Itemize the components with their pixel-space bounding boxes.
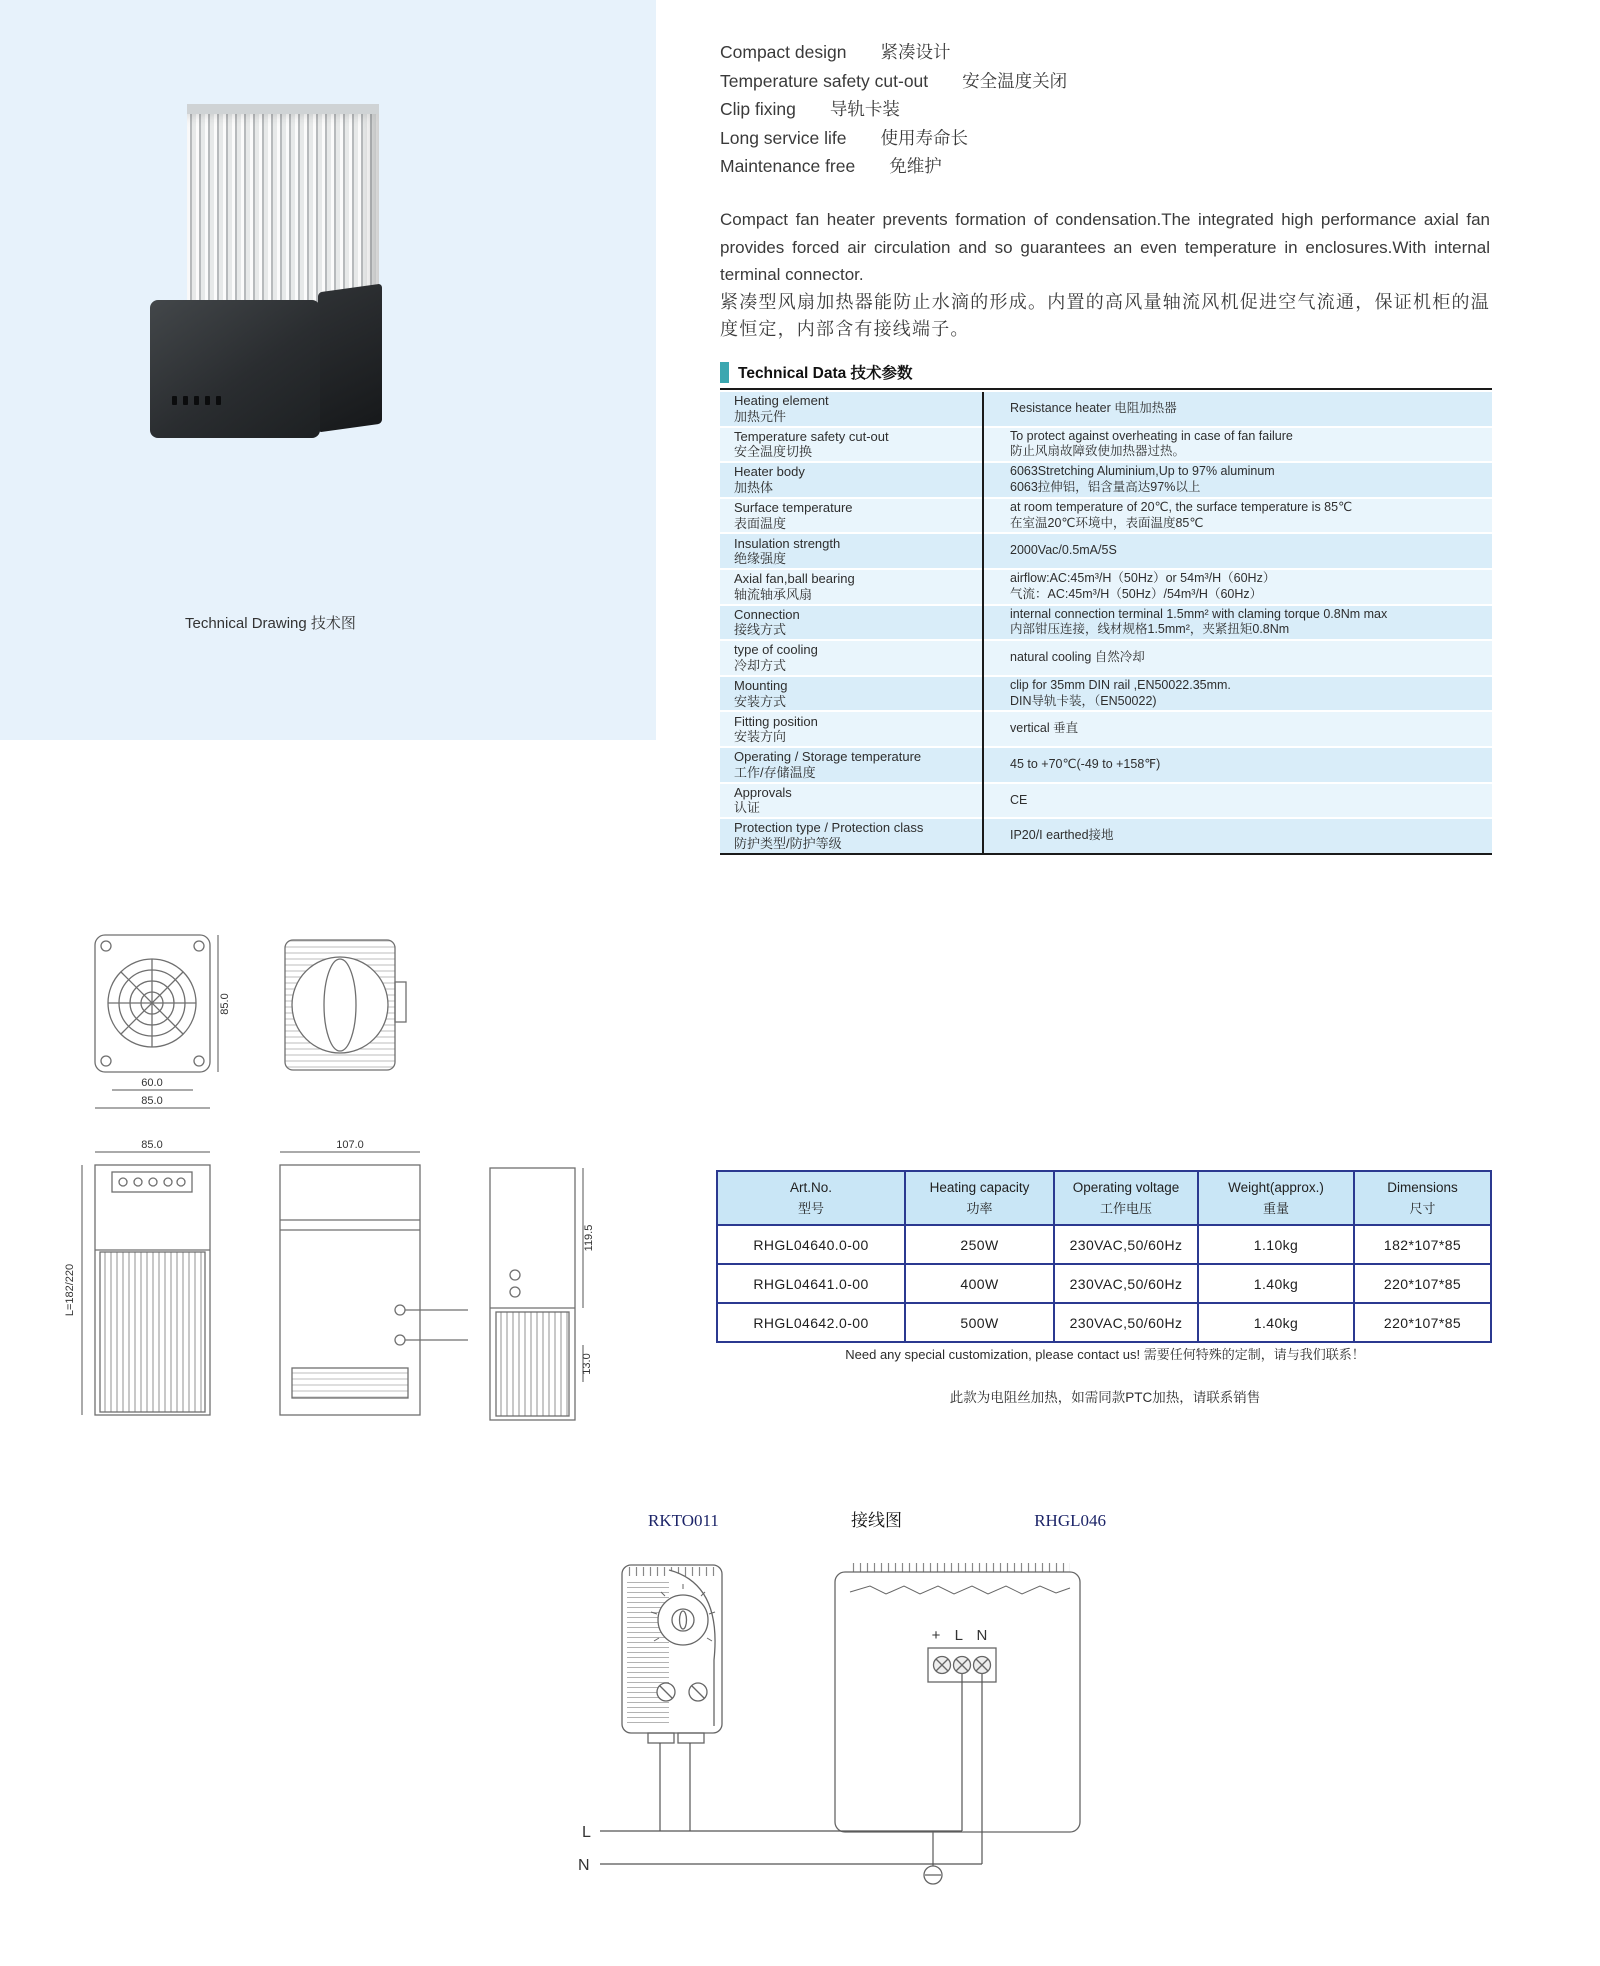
table-row [720, 428, 1492, 462]
dim-a-b1: 60.0 [141, 1077, 163, 1089]
cell-capacity: 400W [905, 1264, 1054, 1303]
cell-capacity: 500W [905, 1303, 1054, 1342]
wiring-title [648, 1506, 1106, 1531]
fan-side-drawing [285, 940, 406, 1070]
row-value: DIN导轨卡装，（EN50022) [1010, 693, 1157, 708]
thermostat-drawing [622, 1565, 722, 1743]
intro-paragraph [720, 206, 1490, 344]
heater-base-side [318, 284, 382, 433]
row-label-en: type of cooling [734, 642, 818, 658]
intro-cn: 紧凑型风扇加热器能防止水滴的形成。内置的高风量轴流风机促进空气流通，保证机柜的温度恒定，内部含有接线端子。 [720, 291, 1490, 339]
feature-cn: 导轨卡装 [829, 99, 900, 119]
feature-cn: 免维护 [889, 156, 942, 176]
row-label-en: Mounting [734, 678, 788, 694]
technical-drawing-label: Technical Drawing 技术图 [185, 615, 356, 632]
table-row [720, 784, 1492, 818]
row-label-en: Protection type / Protection class [734, 820, 924, 836]
table-row [720, 677, 1492, 711]
heater-rear-drawing [490, 1168, 575, 1420]
cell-artno: RHGL04640.0-00 [717, 1225, 905, 1264]
header-en: Art.No. [789, 1179, 832, 1195]
product-row [717, 1303, 1491, 1342]
feature-en: Compact design [720, 42, 847, 62]
heater-outline-drawing [835, 1563, 1080, 1832]
technical-drawings [60, 920, 660, 1450]
row-label-cn: 冷却方式 [734, 657, 787, 673]
row-label-en: Connection [734, 606, 800, 622]
earth-terminal-icon [924, 1832, 942, 1884]
row-label-cn: 绝缘强度 [734, 551, 787, 567]
feature-en: Clip fixing [720, 99, 796, 119]
cell-dimensions: 220*107*85 [1354, 1264, 1491, 1303]
line-n-label: N [578, 1857, 590, 1874]
table-row [720, 534, 1492, 568]
table-row [720, 712, 1492, 746]
row-label-en: Heating element [734, 393, 829, 409]
line-l-label: L [582, 1824, 591, 1841]
header-en: Dimensions [1387, 1179, 1458, 1195]
table-row [720, 463, 1492, 497]
accent-bar-icon [720, 362, 729, 383]
col-artno [717, 1171, 905, 1225]
table-column-divider [982, 392, 984, 853]
feature-item [720, 152, 1067, 181]
row-label-en: Fitting position [734, 713, 818, 729]
product-row [717, 1264, 1491, 1303]
dim-e-bottom: 13.0 [581, 1353, 593, 1375]
dim-e-side: 119.5 [583, 1224, 595, 1252]
cell-dimensions: 220*107*85 [1354, 1303, 1491, 1342]
table-row [720, 499, 1492, 533]
row-value: 防止风扇故障致使加热器过热。 [1010, 444, 1186, 459]
header-rule [720, 388, 1492, 390]
cell-voltage: 230VAC,50/60Hz [1054, 1303, 1198, 1342]
row-label-cn: 表面温度 [734, 515, 787, 531]
header-cn: 型号 [797, 1200, 824, 1216]
col-dimensions [1354, 1171, 1491, 1225]
thermostat-code: RKTO011 [648, 1511, 719, 1530]
product-row [717, 1225, 1491, 1264]
row-value: at room temperature of 20℃, the surface temperature is 85℃ [1010, 500, 1353, 515]
row-label-cn: 工作/存储温度 [734, 764, 816, 780]
feature-item [720, 38, 1067, 67]
header-cn: 重量 [1262, 1200, 1289, 1216]
row-label-cn: 加热元件 [734, 408, 787, 424]
wiring-diagram-label: 接线图 [851, 1511, 903, 1530]
feature-en: Long service life [720, 127, 847, 148]
cell-voltage: 230VAC,50/60Hz [1054, 1264, 1198, 1303]
row-value: 45 to +70℃(-49 to +158℉) [1010, 756, 1161, 771]
fan-front-drawing [95, 935, 210, 1072]
row-value: internal connection terminal 1.5mm² with claming torque 0.8Nm max [1010, 606, 1388, 621]
ptc-note: 此款为电阻丝加热，如需同款PTC加热，请联系销售 [949, 1390, 1261, 1405]
technical-data-table [720, 392, 1492, 855]
table-bottom-rule [720, 853, 1492, 855]
col-capacity [905, 1171, 1054, 1225]
feature-cn: 紧凑设计 [880, 42, 951, 62]
feature-item [720, 95, 1067, 124]
feature-cn: 使用寿命长 [880, 127, 968, 148]
dim-d-top: 107.0 [336, 1139, 364, 1151]
table-row [720, 606, 1492, 640]
header-cn: 尺寸 [1409, 1200, 1436, 1216]
feature-cn: 安全温度关闭 [962, 70, 1068, 91]
row-value: vertical 垂直 [1010, 721, 1079, 736]
dim-a-side: 85.0 [219, 993, 231, 1015]
photo-panel [0, 0, 656, 740]
intro-en: Compact fan heater prevents formation of condensation.The integrated high performance axial fan provides forced air circulation and so guarantees an even temperature in enclosures.With internal terminal connector. [720, 210, 1490, 284]
row-label-en: Temperature safety cut-out [734, 428, 889, 444]
col-weight [1198, 1171, 1354, 1225]
row-value: 6063Stretching Aluminium,Up to 97% aluminum [1010, 464, 1275, 479]
row-value: 在室温20℃环境中，表面温度85℃ [1010, 515, 1204, 530]
row-label-en: Approvals [734, 784, 792, 800]
cell-weight: 1.40kg [1198, 1303, 1354, 1342]
cell-dimensions: 182*107*85 [1354, 1225, 1491, 1264]
feature-list [720, 38, 1067, 181]
technical-data-header [720, 361, 913, 383]
header-cn: 工作电压 [1099, 1200, 1152, 1216]
row-label-cn: 安全温度切换 [734, 444, 813, 460]
table-row [720, 570, 1492, 604]
row-label-en: Insulation strength [734, 535, 841, 551]
row-value: natural cooling 自然冷却 [1010, 650, 1145, 665]
row-label-cn: 认证 [734, 800, 761, 816]
feature-item [720, 67, 1067, 96]
row-value: 2000Vac/0.5mA/5S [1010, 543, 1117, 558]
header-en: Heating capacity [929, 1179, 1030, 1195]
header-en: Operating voltage [1072, 1179, 1180, 1195]
row-value: To protect against overheating in case of fan failure [1010, 428, 1293, 443]
heater-front-drawing [95, 1165, 210, 1415]
header-en: Weight(approx.) [1228, 1179, 1324, 1195]
cell-weight: 1.40kg [1198, 1264, 1354, 1303]
row-label-cn: 接线方式 [734, 622, 787, 638]
row-value: 内部钳压连接，线材规格1.5mm²，夹紧扭矩0.8Nm [1010, 622, 1290, 637]
product-table [716, 1170, 1492, 1343]
row-label-cn: 安装方向 [734, 729, 787, 745]
row-label-cn: 轴流轴承风扇 [734, 586, 813, 602]
cell-voltage: 230VAC,50/60Hz [1054, 1225, 1198, 1264]
feature-en: Maintenance free [720, 156, 856, 176]
feature-item [720, 124, 1067, 153]
dim-c-side: L=182/220 [64, 1263, 76, 1317]
technical-data-title: Technical Data 技术参数 [738, 365, 913, 382]
row-label-cn: 安装方式 [734, 693, 787, 709]
dim-a-b2: 85.0 [141, 1095, 163, 1107]
vent-slots [172, 396, 221, 405]
cell-artno: RHGL04642.0-00 [717, 1303, 905, 1342]
heater-code: RHGL046 [1034, 1511, 1106, 1530]
row-value: clip for 35mm DIN rail ,EN50022.35mm. [1010, 678, 1231, 693]
cell-capacity: 250W [905, 1225, 1054, 1264]
terminal-labels: + L N [931, 1627, 993, 1644]
heater-base-front [150, 300, 320, 438]
col-voltage [1054, 1171, 1198, 1225]
row-label-en: Axial fan,ball bearing [734, 571, 855, 587]
cell-artno: RHGL04641.0-00 [717, 1264, 905, 1303]
row-label-cn: 防护类型/防护等级 [734, 835, 842, 851]
row-value: CE [1010, 792, 1028, 807]
table-row [720, 641, 1492, 675]
cell-weight: 1.10kg [1198, 1225, 1354, 1264]
wiring-diagram [430, 1540, 1210, 1960]
header-cn: 功率 [966, 1200, 993, 1216]
row-label-en: Heater body [734, 464, 805, 480]
row-value: 6063拉伸铝，铝含量高达97%以上 [1010, 479, 1201, 494]
row-label-en: Operating / Storage temperature [734, 749, 922, 765]
dim-c-top: 85.0 [141, 1139, 163, 1151]
row-value: Resistance heater 电阻加热器 [1010, 401, 1177, 416]
row-label-cn: 加热体 [734, 479, 774, 495]
feature-en: Temperature safety cut-out [720, 70, 929, 91]
row-value: IP20/I earthed接地 [1010, 828, 1114, 843]
table-row [720, 392, 1492, 426]
row-value: airflow:AC:45m³/H（50Hz）or 54m³/H（60Hz） [1010, 571, 1276, 586]
table-row [720, 819, 1492, 853]
product-table-header [717, 1171, 1491, 1225]
table-row [720, 748, 1492, 782]
heater-side-drawing [280, 1165, 468, 1415]
customization-note: Need any special customization, please contact us! 需要任何特殊的定制，请与我们联系！ [845, 1347, 1365, 1362]
row-value: 气流：AC:45m³/H（50Hz）/54m³/H（60Hz） [1010, 586, 1263, 601]
row-label-en: Surface temperature [734, 500, 853, 516]
